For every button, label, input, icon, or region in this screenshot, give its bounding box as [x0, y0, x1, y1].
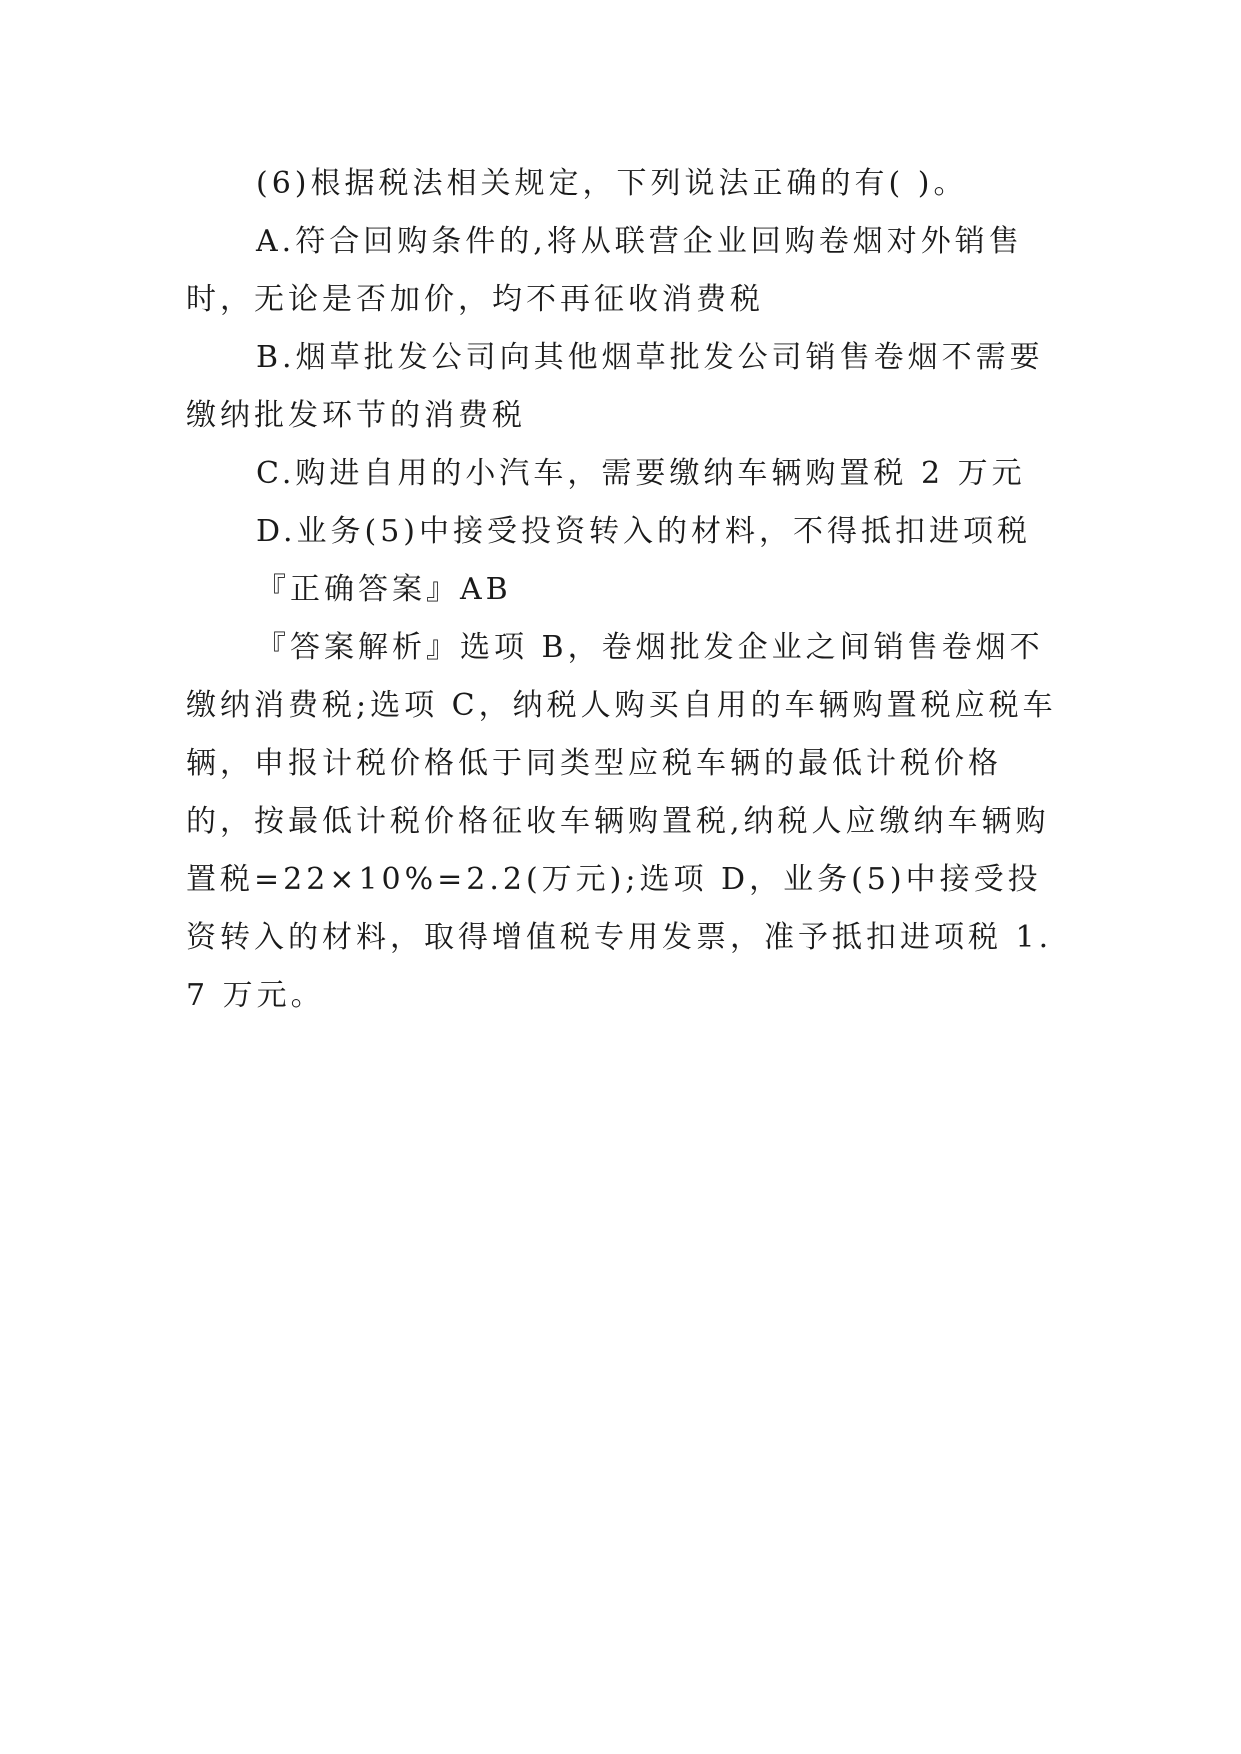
question-stem: (6)根据税法相关规定，下列说法正确的有( )。	[256, 166, 968, 201]
option-a: A.符合回购条件的,将从联营企业回购卷烟对外销售时，无论是否加价，均不再征收消费税	[186, 224, 1023, 317]
option-b: B.烟草批发公司向其他烟草批发公司销售卷烟不需要缴纳批发环节的消费税	[186, 340, 1044, 433]
document-page	[186, 155, 1066, 1025]
option-c: C.购进自用的小汽车，需要缴纳车辆购置税 2 万元	[256, 456, 1026, 491]
option-d: D.业务(5)中接受投资转入的材料，不得抵扣进项税	[256, 514, 1032, 549]
answer-analysis: 『答案解析』选项 B，卷烟批发企业之间销售卷烟不缴纳消费税;选项 C，纳税人购买自用的车辆购置税应税车辆，申报计税价格低于同类型应税车辆的最低计税价格的，按最低计税价格征收车辆购置税,纳税人应缴纳车辆购置税=22×10%=2.2(万元);选项 D，业务(5)中接受投资转入的材料，取得增值税专用发票，准予抵扣进项税 1.7 万元。	[186, 630, 1057, 1013]
correct-answer: 『正确答案』AB	[256, 572, 512, 607]
